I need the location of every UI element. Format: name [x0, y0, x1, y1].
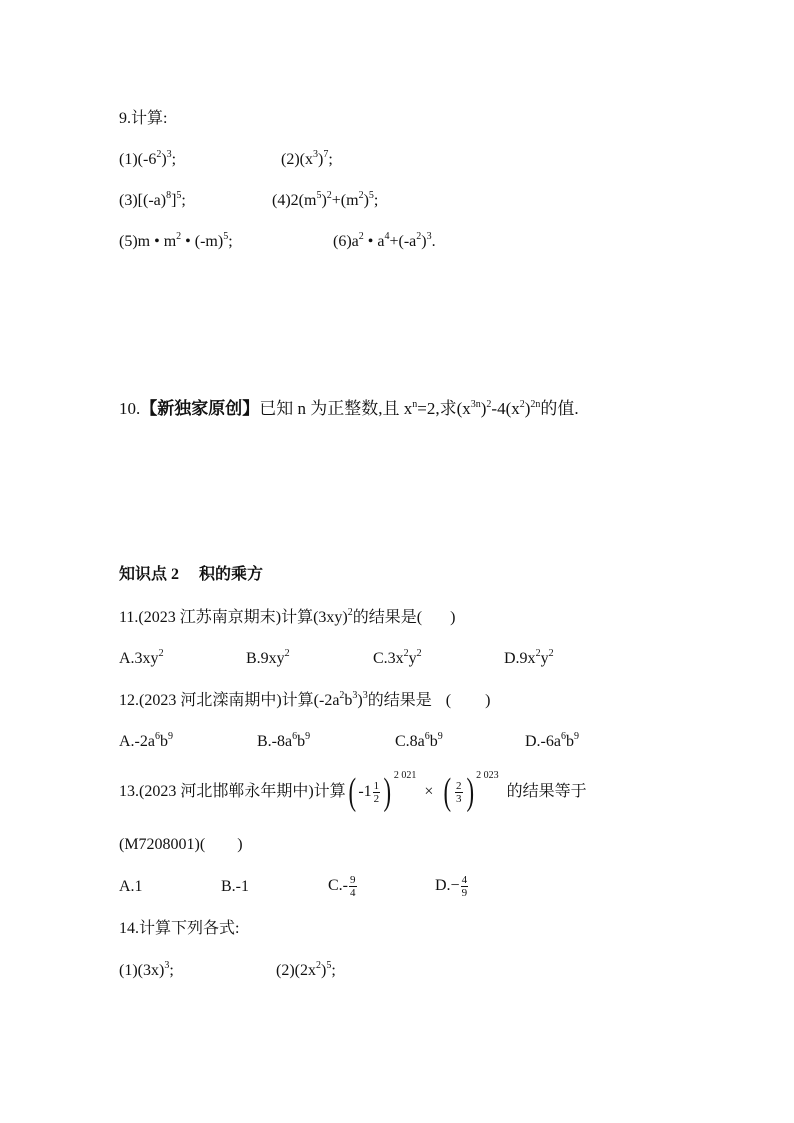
left-paren-2: ( [443, 771, 452, 814]
q11-option-a[interactable]: $A.3xy^2$ [119, 648, 164, 667]
section-title: 积的乘方 [199, 566, 264, 583]
q10-tag: 【新独家原创】 [140, 399, 260, 418]
q9-item-6: $(6)a^2$ • $a^4+(-a^2)^3$. [333, 231, 436, 250]
section-label: 知识点 2 [119, 566, 180, 583]
fraction-2: $\frac{2}{3}$ [456, 779, 462, 805]
q13-stem: 13.(2023 河北邯郸永年期中)计算( -1 $\frac{1}{2}$ ) $^{2 021}$ × ( $\frac{2}{3}$ ) $^{2 023}$ 的结果等于 [119, 770, 587, 814]
q9-title: 9.计算: [119, 110, 168, 127]
right-paren-2: ) [466, 771, 474, 814]
q11-option-b[interactable]: $B.9xy^2$ [246, 648, 290, 667]
q11-option-c[interactable]: $C.3x^2y^2$ [373, 648, 422, 667]
right-paren-1: ) [383, 771, 392, 814]
q9-item-4: $(4)2(m^5)^2+(m^2)^5$; [272, 190, 379, 209]
q13-option-c[interactable]: C.- $\frac{9}{4}$ [328, 873, 356, 899]
q13-option-a[interactable]: A.1 [119, 878, 143, 895]
q12-option-a[interactable]: $A.-2a^6b^9$ [119, 731, 173, 750]
q13-option-d[interactable]: D.− $\frac{4}{9}$ [435, 873, 468, 899]
left-paren-1: ( [348, 771, 356, 814]
q13-option-b[interactable]: B.-1 [221, 878, 249, 895]
q9-item-3: $(3)[(-a)^8]^5$; [119, 190, 186, 209]
q12-option-c[interactable]: $C.8a^6b^9$ [395, 731, 443, 750]
q12-option-d[interactable]: $D.-6a^6b^9$ [525, 731, 579, 750]
q11-option-d[interactable]: $D.9x^2y^2$ [504, 648, 554, 667]
q9-item-5: (5)m • $m^2$ • $(-m)^5$; [119, 231, 233, 250]
section-heading [119, 564, 263, 586]
q14-item-1: $(1)(3x)^3$; [119, 960, 174, 979]
q14-title: 14.计算下列各式: [119, 920, 240, 937]
q13-code: (M7208001)( ) [119, 836, 243, 853]
q12-option-b[interactable]: $B.-8a^6b^9$ [257, 731, 311, 750]
q10: 10.【新独家原创】已知 n 为正整数,且 $x^n=2$,求$(x^{3n})^2-4(x^2)^{2n}$的值. [119, 399, 579, 418]
q14-item-2: $(2)(2x^2)^5$; [276, 960, 336, 979]
q12-stem: 12.(2023 河北滦南期中)计算$(-2a^2b^3)^3$的结果是 ( ) [119, 690, 491, 709]
fraction-1: $\frac{1}{2}$ [373, 779, 380, 805]
q9-item-1: $(1)(-6^2)^3$; [119, 149, 177, 168]
q9-item-2: $(2)(x^3)^7$; [281, 149, 333, 168]
q11-stem: 11.(2023 江苏南京期末)计算$(3xy)^2$的结果是( ) [119, 607, 456, 626]
